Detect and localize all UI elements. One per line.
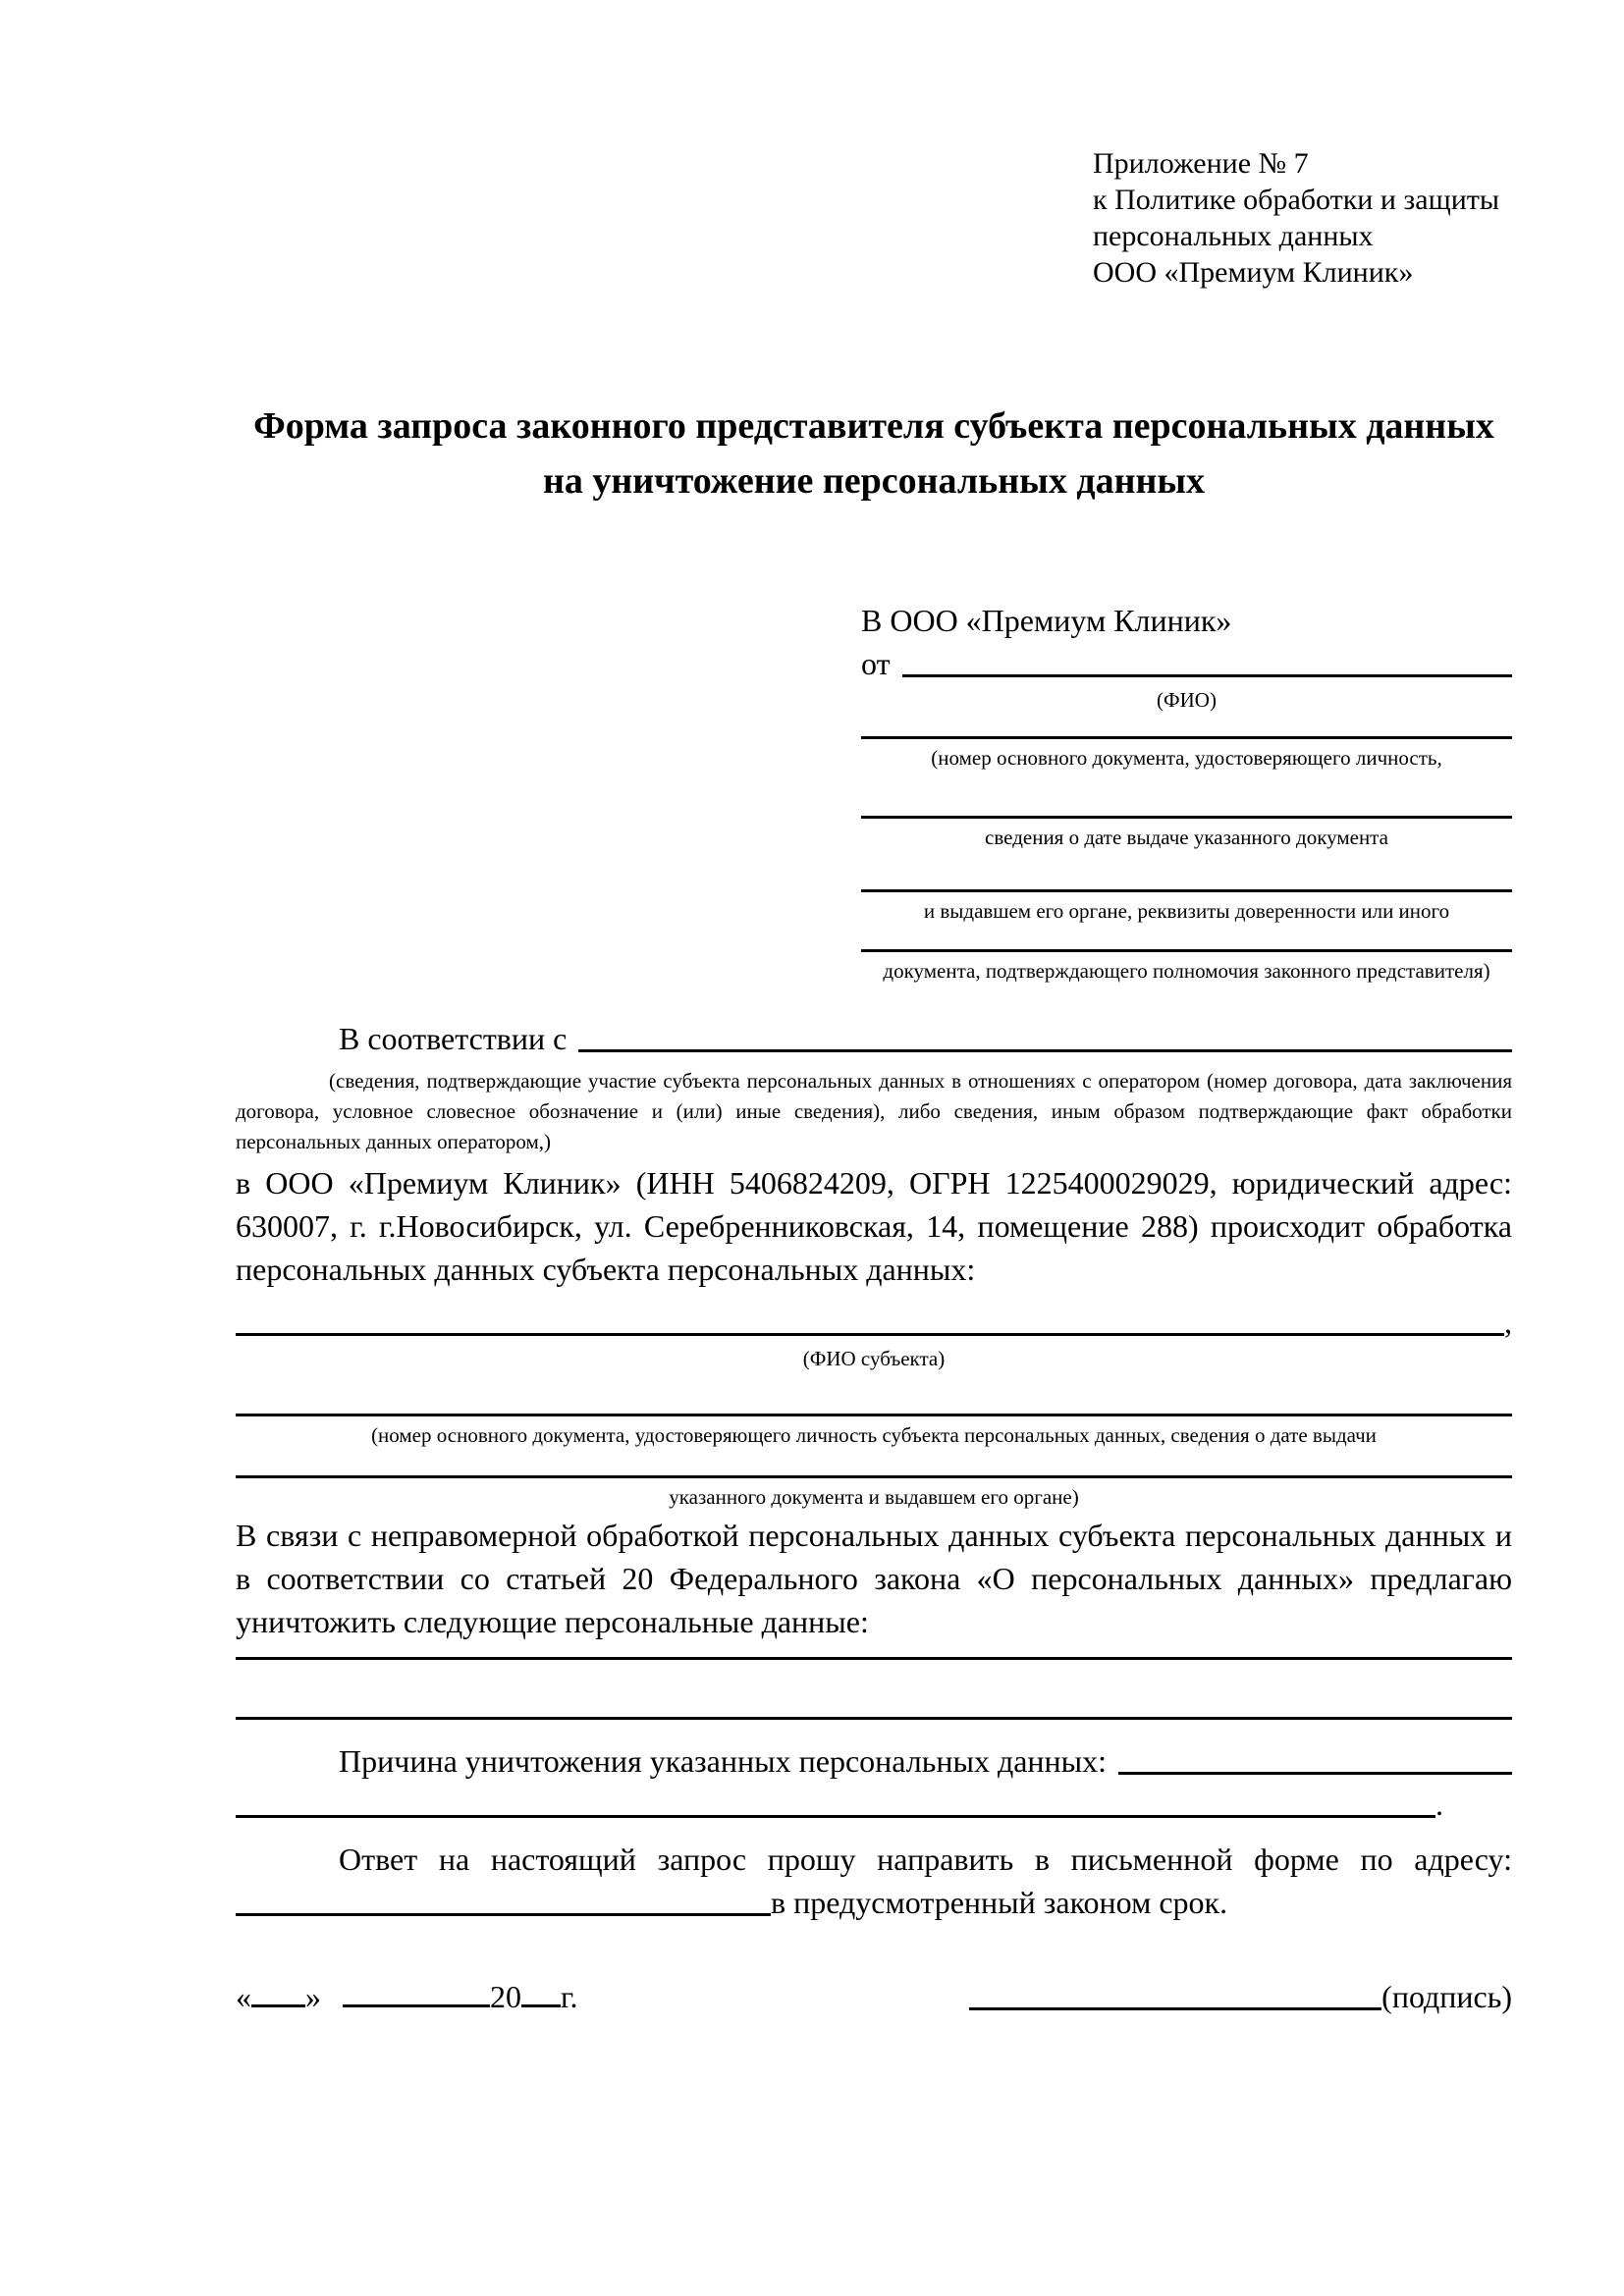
- appendix-header-line: ООО «Премиум Клиник»: [1093, 256, 1414, 289]
- signature-caption: (подпись): [1381, 1979, 1512, 2014]
- blank-line: [236, 1717, 1512, 1720]
- date-month-blank: [343, 2004, 490, 2007]
- accordance-note: (сведения, подтверждающие участие субъекта персональных данных в отношениях с оператором (номер договора, дата заключения договора, условное словесное обозначение и (или) иные сведения), либо сведения, иным образом подтверждающие факт обработки персональных данных оператором,): [236, 1069, 1512, 1153]
- blank-line: [236, 1475, 1512, 1478]
- signature-line: [969, 1975, 1512, 2018]
- date-line: [236, 1975, 578, 2018]
- caption-doc4: документа, подтверждающего полномочия законного представителя): [883, 959, 1490, 983]
- date-year-blank: [521, 2004, 561, 2007]
- reason-label: Причина уничтожения указанных персональных данных:: [339, 1743, 1108, 1779]
- caption-doc3: и выдавшем его органе, реквизиты доверенности или иного: [923, 899, 1450, 923]
- reply-address-line: [236, 1881, 1512, 1924]
- subject-fio-line: [236, 1301, 1512, 1344]
- caption-doc1: (номер основного документа, удостоверяющего личность,: [931, 746, 1442, 770]
- reason-blank-line2: [236, 1815, 1435, 1818]
- blank-line: [236, 1414, 1512, 1416]
- accordance-blank-line: [578, 1049, 1512, 1052]
- reply-tail: в предусмотренный законом срок.: [771, 1885, 1228, 1920]
- date-year-suffix: г.: [561, 1979, 578, 2014]
- reason-period: .: [1435, 1787, 1443, 1822]
- operator-paragraph: в ООО «Премиум Клиник» (ИНН 5406824209, ОГРН 1225400029029, юридический адрес: 630007, г. г.Новосибирск, ул. Серебренниковская, 14, помещение 288) происходит обработка персональных данных субъекта персональных данных:: [236, 1165, 1512, 1287]
- from-blank-line: [902, 674, 1512, 677]
- date-quote-close: »: [305, 1979, 321, 2014]
- request-paragraph: В связи с неправомерной обработкой персональных данных субъекта персональных данных и в соответствии со статьей 20 Федерального закона «О персональных данных» предлагаю уничтожить следующие персональные данные:: [236, 1518, 1512, 1639]
- subject-line-comma: ,: [1504, 1305, 1512, 1340]
- signature-blank-line: [969, 2007, 1381, 2010]
- form-title-line1: Форма запроса законного представителя субъекта персональных данных: [253, 405, 1494, 447]
- appendix-header: [1093, 145, 1512, 291]
- caption-fio: (ФИО): [1157, 688, 1217, 712]
- reply-paragraph: Ответ на настоящий запрос прошу направить в письменной форме по адресу:: [339, 1842, 1512, 1877]
- addressee-to: В ООО «Премиум Клиник»: [861, 603, 1232, 638]
- caption-subject-doc2: указанного документа и выдавшем его органе): [669, 1485, 1079, 1509]
- reason-line: [236, 1739, 1512, 1783]
- from-line: [861, 642, 1512, 685]
- appendix-header-line: персональных данных: [1093, 220, 1374, 252]
- date-day-blank: [251, 2004, 305, 2007]
- form-title: [236, 399, 1512, 508]
- reason-blank-line: [1118, 1772, 1512, 1775]
- appendix-header-line: к Политике обработки и защиты: [1093, 184, 1500, 216]
- date-quote-open: «: [236, 1979, 251, 2014]
- addressee-block: [861, 599, 1512, 984]
- blank-line: [861, 949, 1512, 952]
- accordance-line: [236, 1017, 1512, 1060]
- blank-line: [861, 736, 1512, 739]
- blank-line: [236, 1657, 1512, 1660]
- caption-doc2: сведения о дате выдаче указанного документа: [985, 826, 1388, 849]
- form-title-line2: на уничтожение персональных данных: [542, 460, 1206, 502]
- blank-line: [861, 889, 1512, 892]
- appendix-header-line: Приложение № 7: [1093, 147, 1309, 180]
- reason-continuation-line: [236, 1783, 1512, 1826]
- footer-row: [236, 1975, 1512, 2018]
- from-label: от: [861, 646, 891, 681]
- caption-subject-doc1: (номер основного документа, удостоверяющего личность субъекта персональных данных, сведения о дате выдачи: [371, 1423, 1377, 1447]
- date-year-prefix: 20: [490, 1979, 521, 2014]
- reply-address-blank-line: [236, 1913, 771, 1916]
- subject-fio-blank-line: [236, 1333, 1504, 1336]
- caption-subject-fio: (ФИО субъекта): [802, 1347, 946, 1370]
- blank-line: [861, 816, 1512, 819]
- accordance-label: В соответствии с: [339, 1021, 568, 1056]
